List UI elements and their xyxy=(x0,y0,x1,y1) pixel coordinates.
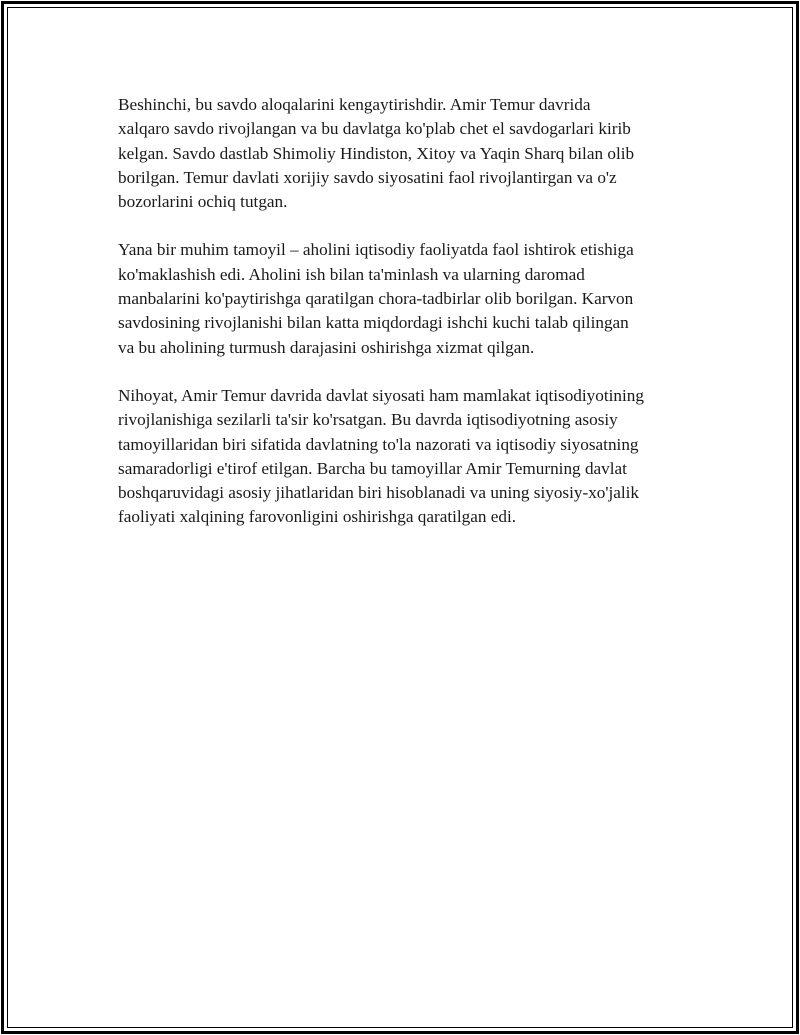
text-line: faoliyati xalqining farovonligini oshirishga qaratilgan edi. xyxy=(118,507,517,527)
text-line: borilgan. Temur davlati xorijiy savdo siyosatini faol rivojlantirgan va o'z xyxy=(118,167,617,187)
text-line: tamoyillaridan biri sifatida davlatning to'la nazorati va iqtisodiy siyosatning xyxy=(118,434,639,454)
text-line: Beshinchi, bu savdo aloqalarini kengaytirishdir. Amir Temur davrida xyxy=(118,95,591,114)
paragraph xyxy=(118,384,718,530)
text-line: Yana bir muhim tamoyil – aholini iqtisodiy faoliyatda faol ishtirok etishiga xyxy=(118,240,634,260)
text-line: rivojlanishiga sezilarli ta'sir ko'rsatgan. Bu davrda iqtisodiyotning asosiy xyxy=(118,410,618,430)
document-body xyxy=(118,93,718,554)
text-line: manbalarini ko'paytirishga qaratilgan chora-tadbirlar olib borilgan. Karvon xyxy=(118,289,634,309)
text-line: samaradorligi e'tirof etilgan. Barcha bu tamoyillar Amir Temurning davlat xyxy=(118,458,627,478)
paragraph xyxy=(118,93,718,214)
text-line: va bu aholining turmush darajasini oshirishga xizmat qilgan. xyxy=(118,337,535,357)
paragraph xyxy=(118,238,718,359)
text-line: boshqaruvidagi asosiy jihatlaridan biri hisoblanadi va uning siyosiy-xo'jalik xyxy=(118,483,640,503)
text-line: savdosining rivojlanishi bilan katta miqdordagi ishchi kuchi talab qilingan xyxy=(118,313,629,333)
text-line: Nihoyat, Amir Temur davrida davlat siyosati ham mamlakat iqtisodiyotining xyxy=(118,385,644,405)
text-line: bozorlarini ochiq tutgan. xyxy=(118,192,288,212)
text-line: xalqaro savdo rivojlangan va bu davlatga ko'plab chet el savdogarlari kirib xyxy=(118,119,631,139)
text-line: kelgan. Savdo dastlab Shimoliy Hindiston, Xitoy va Yaqin Sharq bilan olib xyxy=(118,143,635,163)
text-line: ko'maklashish edi. Aholini ish bilan ta'minlash va ularning daromad xyxy=(118,264,585,284)
